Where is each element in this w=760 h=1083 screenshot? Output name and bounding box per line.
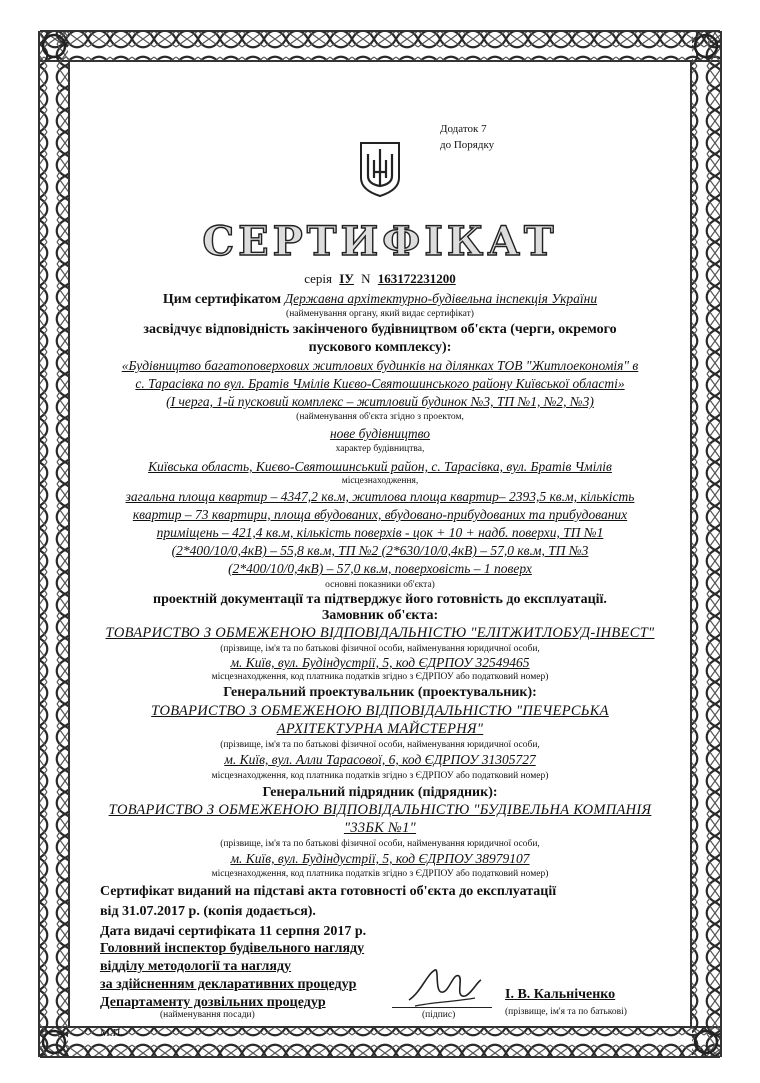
basis-line-2: від 31.07.2017 р. (копія додається). [100,904,316,919]
annex-note [440,121,494,153]
designer-name-line-2: АРХІТЕКТУРНА МАЙСТЕРНЯ" [276,721,484,737]
designer-caption-1: (прізвище, ім'я та по батькові фізичної особи, найменування юридичної особи, [220,740,540,750]
certifies-line-1: засвідчує відповідність закінченого будівництвом об'єкта (черги, окремого [143,322,617,337]
series-label: серія [304,271,333,286]
indicators-line-3: приміщень – 421,4 кв.м, кількість поверхів - цок + 10 + надб. поверхи, ТП №1 [156,525,604,540]
construction-type: нове будівництво [329,426,431,441]
contractor-name-line-1: ТОВАРИСТВО З ОБМЕЖЕНОЮ ВІДПОВІДАЛЬНІСТЮ "БУДІВЕЛЬНА КОМПАНІЯ [108,802,652,818]
position-line-1: Головний інспектор будівельного нагляду [100,941,365,956]
object-caption: (найменування об'єкта згідно з проектом, [296,412,464,422]
document-title: СЕРТИФІКАТ [202,218,558,265]
handwritten-signature-icon [405,962,485,1012]
indicators-line-4: (2*400/10/0,4кВ) – 55,8 кв.м, ТП №2 (2*630/10/0,4кВ) – 57,0 кв.м, ТП №3 [171,543,589,558]
annex-line-2: до Порядку [440,139,495,151]
signatory-position [100,940,364,1012]
indicators-caption: основні показники об'єкта) [325,580,435,590]
customer-name: ТОВАРИСТВО З ОБМЕЖЕНОЮ ВІДПОВІДАЛЬНІСТЮ "ЕЛІТЖИТЛОБУД-ІНВЕСТ" [105,625,655,641]
number-label: N [361,271,371,286]
trident-emblem-icon [358,140,402,198]
location-value: Київська область, Києво-Святошинський район, с. Тарасівка, вул. Братів Чмілів [148,459,612,474]
customer-caption-1: (прізвище, ім'я та по батькові фізичної особи, найменування юридичної особи, [220,644,540,654]
contractor-heading: Генеральний підрядник (підрядник): [262,785,498,800]
designer-address: м. Київ, вул. Алли Тарасової, 6, код ЄДРПОУ 31305727 [224,752,536,767]
issuer-caption: (найменування органу, який видає сертифікат) [286,309,474,319]
object-line-1: «Будівництво багатоповерхових житлових будинків на ділянках ТОВ "Житлоекономія" в [121,358,639,373]
signatory-name: І. В. Кальніченко [505,987,616,1002]
indicators-line-5: (2*400/10/0,4кВ) – 57,0 кв.м, поверховість – 1 поверх [228,561,532,576]
position-line-4: Департаменту дозвільних процедур [100,995,326,1010]
customer-caption-2: місцезнаходження, код платника податків згідно з ЄДРПОУ або податковий номер) [211,672,549,682]
issuer-name: Державна архітектурно-будівельна інспекція України [284,291,598,306]
customer-heading: Замовник об'єкта: [321,608,439,623]
series-number: 163172231200 [377,271,456,286]
contractor-caption-1: (прізвище, ім'я та по батькові фізичної особи, найменування юридичної особи, [220,839,540,849]
name-caption: (прізвище, ім'я та по батькові) [505,1007,627,1017]
signature-caption: (підпис) [422,1010,456,1020]
certifies-line-2: пускового комплексу): [308,340,452,355]
stamp-label: М.П. [100,1027,124,1039]
series-line [60,271,700,287]
designer-name-line-1: ТОВАРИСТВО З ОБМЕЖЕНОЮ ВІДПОВІДАЛЬНІСТЮ "ПЕЧЕРСЬКА [151,703,609,719]
object-line-3: (I черга, 1-й пусковий комплекс – житловий будинок №3, ТП №1, №2, №3) [166,394,594,409]
indicators-line-2: квартир – 73 квартири, площа вбудованих, вбудовано-прибудованих та прибудованих [132,507,628,522]
construction-caption: характер будівництва, [335,444,425,454]
issue-date: Дата видачі сертифіката 11 серпня 2017 р. [100,924,367,939]
contractor-address: м. Київ, вул. Будіндустрії, 5, код ЄДРПОУ 38979107 [230,851,530,866]
designer-caption-2: місцезнаходження, код платника податків згідно з ЄДРПОУ або податковий номер) [211,771,549,781]
series-value: IУ [339,271,354,286]
issuer-prefix: Цим сертифікатом [162,292,282,307]
position-line-2: відділу методології та нагляду [100,959,292,974]
basis-line-1: Сертифікат виданий на підставі акта готовності об'єкта до експлуатації [100,884,557,899]
designer-heading: Генеральний проектувальник (проектувальник): [223,685,537,700]
position-line-3: за здійсненням декларативних процедур [100,977,357,992]
contractor-name-line-2: "33БК №1" [343,820,417,836]
customer-address: м. Київ, вул. Будіндустрії, 5, код ЄДРПОУ 32549465 [230,655,530,670]
location-caption: місцезнаходження, [341,476,419,486]
contractor-caption-2: місцезнаходження, код платника податків згідно з ЄДРПОУ або податковий номер) [211,869,549,879]
issuer-line [60,291,700,308]
position-caption: (найменування посади) [160,1010,255,1020]
annex-line-1: Додаток 7 [440,123,487,135]
indicators-line-1: загальна площа квартир – 4347,2 кв.м, житлова площа квартир– 2393,5 кв.м, кількість [125,489,635,504]
signature-line [392,1007,492,1008]
object-line-2: с. Тарасівка по вул. Братів Чмілів Києво-Святошинського району Київської області» [135,376,625,391]
conformity-statement: проектній документації та підтверджує його готовність до експлуатації. [153,592,607,607]
